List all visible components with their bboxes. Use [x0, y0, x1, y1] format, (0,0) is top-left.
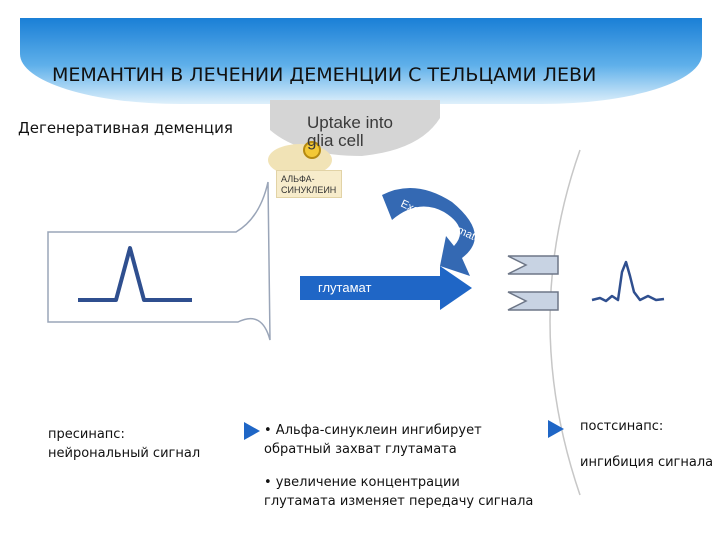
postsynapse-note [580, 417, 713, 472]
pointer-arrow-left [244, 422, 260, 440]
bullet1-line2: обратный захват глутамата [264, 442, 457, 457]
postsynaptic-signal [592, 262, 664, 301]
presynapse-line1: пресинапс: [48, 427, 125, 442]
middle-note [264, 421, 533, 511]
receptor-top [508, 256, 558, 274]
pointer-arrow-right [548, 420, 564, 438]
glutamate-label: глутамат [318, 280, 372, 295]
bullet1-line1: • Альфа-синуклеин ингибирует [264, 423, 482, 438]
postsynaptic-membrane [550, 150, 580, 495]
page-title: МЕМАНТИН В ЛЕЧЕНИИ ДЕМЕНЦИИ С ТЕЛЬЦАМИ ЛЕВИ [52, 64, 597, 86]
presynapse-note [48, 425, 200, 463]
excess-glutamate-label: Excess glutamate [398, 197, 483, 246]
bullet2-line1: • увеличение концентрации [264, 475, 460, 490]
subtitle: Дегенеративная деменция [18, 119, 233, 137]
presynaptic-neuron [48, 182, 270, 340]
bullet2-line2: глутамата изменяет передачу сигнала [264, 494, 534, 509]
uptake-label: Uptake into glia cell [307, 113, 393, 150]
presynapse-line2: нейрональный сигнал [48, 446, 201, 461]
postsynapse-line2: ингибиция сигнала [580, 455, 714, 470]
receptor-bottom [508, 292, 558, 310]
alpha-synuclein-label: АЛЬФА-СИНУКЛЕИН [276, 170, 342, 198]
postsynapse-line1: постсинапс: [580, 419, 664, 434]
